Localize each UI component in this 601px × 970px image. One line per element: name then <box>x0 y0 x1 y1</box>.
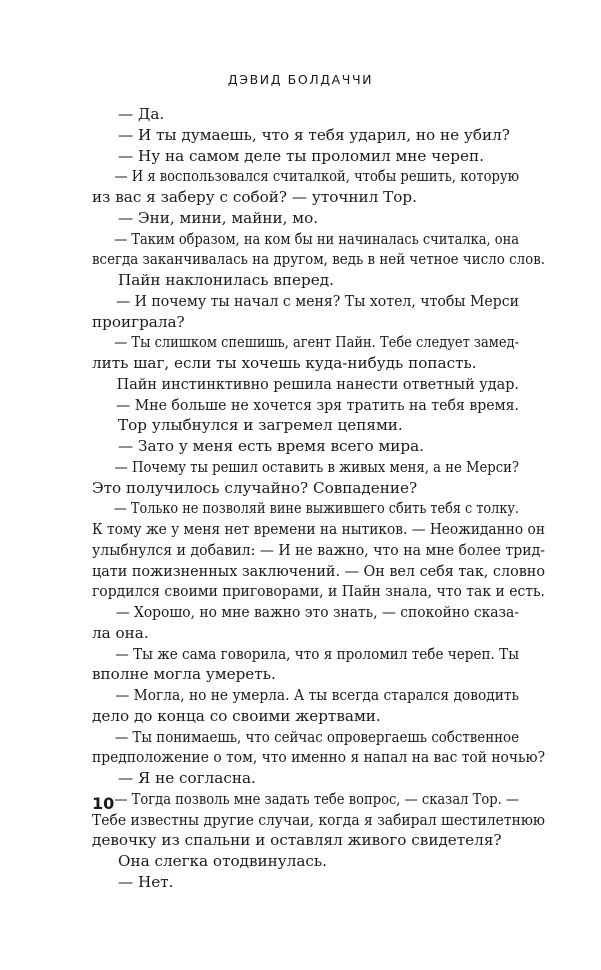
text-line: — Тогда позволь мне задать тебе вопрос, — сказал Тор. — <box>114 789 520 808</box>
text-line: улыбнулся и добавил: — И не важно, что на мне более трид- <box>92 540 545 559</box>
paragraph <box>92 229 545 271</box>
text-line: — Мне больше не хочется зря тратить на тебя время. <box>116 395 520 414</box>
paragraph <box>92 208 545 229</box>
paragraph <box>92 415 545 436</box>
page-number: 10 <box>92 794 115 813</box>
text-line: — Эни, мини, майни, мо. <box>118 208 319 227</box>
text-line: предположение о том, что именно я напал на вас той ночью? <box>92 748 546 767</box>
text-line: гордился своими приговорами, и Пайн знала, что так и есть. <box>92 582 546 601</box>
paragraph <box>92 602 545 644</box>
paragraph <box>92 374 545 395</box>
text-line: — Да. <box>118 105 165 123</box>
text-line: — Зато у меня есть время всего мира. <box>118 437 424 455</box>
text-line: — И почему ты начал с меня? Ты хотел, чтобы Мерси <box>116 291 520 310</box>
text-line: — И ты думаешь, что я тебя ударил, но не убил? <box>118 125 510 144</box>
text-line: Тор улыбнулся и загремел цепями. <box>118 416 403 435</box>
paragraph <box>92 104 545 125</box>
text-line: Пайн наклонилась вперед. <box>118 271 334 289</box>
text-line: — Ты понимаешь, что сейчас опровергаешь собственное <box>114 727 519 746</box>
paragraph <box>92 727 545 769</box>
paragraph <box>92 332 545 374</box>
paragraph <box>92 457 545 499</box>
text-line: ла она. <box>92 623 149 642</box>
text-line: Она слегка отодвинулась. <box>118 852 328 870</box>
paragraph <box>92 436 545 457</box>
paragraph <box>92 291 545 333</box>
paragraph <box>92 644 545 686</box>
text-line: вполне могла умереть. <box>92 665 276 684</box>
text-line: — Ты же сама говорила, что я проломил тебе череп. Ты <box>115 644 519 663</box>
text-line: — Могла, но не умерла. А ты всегда старался доводить <box>115 686 519 704</box>
text-line: — Я не согласна. <box>118 769 256 787</box>
body-text <box>92 104 545 893</box>
text-line: Тебе известны другие случаи, когда я забирал шестилетнюю <box>92 810 545 829</box>
text-line: — Нет. <box>118 872 174 891</box>
text-line: — Почему ты решил оставить в живых меня, а не Мерси? <box>114 457 520 476</box>
paragraph <box>92 125 545 146</box>
text-line: лить шаг, если ты хочешь куда-нибудь попасть. <box>92 354 477 372</box>
text-line: — Только не позволяй вине выжившего сбить тебя с толку. <box>113 499 520 518</box>
text-line: проиграла? <box>92 312 185 331</box>
paragraph <box>92 498 545 602</box>
paragraph <box>92 789 545 851</box>
text-line: Это получилось случайно? Совпадение? <box>92 478 418 497</box>
paragraph <box>92 166 545 208</box>
text-line: — И я воспользовался считалкой, чтобы решить, которую <box>114 167 519 186</box>
paragraph <box>92 395 545 416</box>
paragraph <box>92 685 545 727</box>
paragraph <box>92 146 545 167</box>
text-line: девочку из спальни и оставлял живого свидетеля? <box>92 831 502 850</box>
text-line: цати пожизненных заключений. — Он вел себя так, словно <box>92 561 545 580</box>
paragraph <box>92 768 545 789</box>
text-line: — Ты слишком спешишь, агент Пайн. Тебе следует замед- <box>114 333 520 352</box>
text-line: Пайн инстинктивно решила нанести ответный удар. <box>116 374 519 393</box>
text-line: из вас я заберу с собой? — уточнил Тор. <box>92 188 417 206</box>
paragraph <box>92 872 545 893</box>
paragraph <box>92 851 545 872</box>
text-line: — Хорошо, но мне важно это знать, — спокойно сказа- <box>115 603 520 621</box>
text-line: — Ну на самом деле ты проломил мне череп. <box>118 146 484 165</box>
text-line: всегда заканчивалась на другом, ведь в ней четное число слов. <box>92 250 546 269</box>
paragraph <box>92 270 545 291</box>
running-head: ДЭВИД БОЛДАЧЧИ <box>227 72 374 87</box>
text-line: — Таким образом, на ком бы ни начиналась считалка, она <box>114 229 520 248</box>
text-line: К тому же у меня нет времени на нытиков. — Неожиданно он <box>92 520 545 538</box>
text-line: дело до конца со своими жертвами. <box>92 706 381 725</box>
